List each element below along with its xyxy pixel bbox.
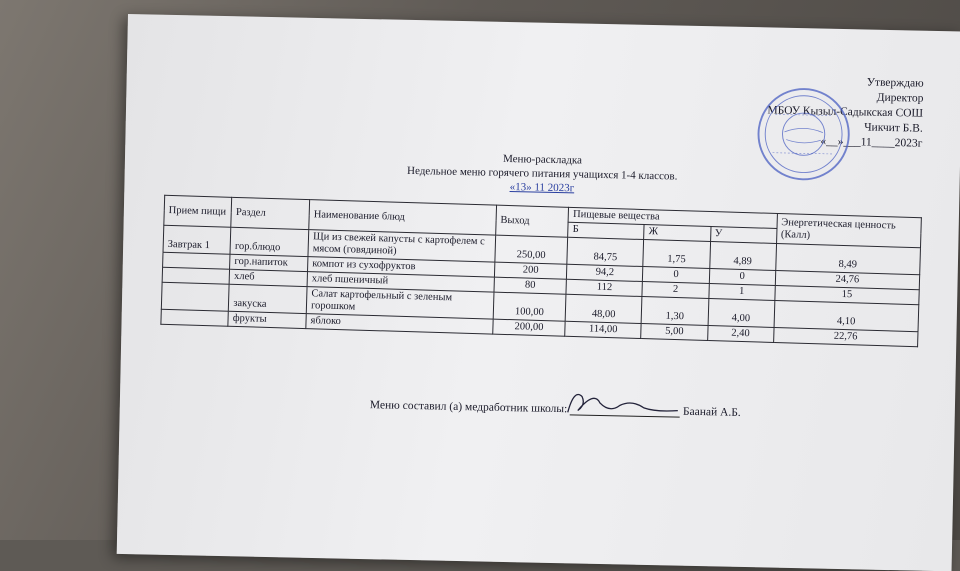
cell-yield: 200,00 bbox=[493, 319, 566, 336]
cell-section: хлеб bbox=[229, 269, 307, 286]
document-heading bbox=[124, 144, 960, 203]
cell-b: 114,00 bbox=[565, 321, 642, 338]
cell-b: 48,00 bbox=[565, 294, 642, 323]
document-subtitle: Недельное меню горячего питания учащихся 1-4 классов. bbox=[406, 164, 678, 183]
document-sheet bbox=[117, 14, 960, 571]
cell-u: 4,89 bbox=[709, 242, 776, 271]
cell-dish: компот из сухофруктов bbox=[308, 257, 495, 278]
cell-b: 84,75 bbox=[567, 237, 644, 266]
cell-dish: яблоко bbox=[306, 314, 493, 335]
approval-line-3: МБОУ Кызыл-Садыкская СОШ bbox=[767, 104, 924, 120]
header-energy: Энергетическая ценность (Калл) bbox=[776, 213, 921, 247]
approval-line-2: Директор bbox=[876, 91, 924, 105]
header-dish: Наименование блюд bbox=[309, 200, 497, 236]
cell-u: 2,40 bbox=[707, 325, 774, 342]
menu-table bbox=[160, 195, 922, 347]
cell-section: гор.напиток bbox=[230, 254, 308, 271]
header-u: У bbox=[710, 227, 777, 244]
cell-yield: 200 bbox=[494, 262, 567, 279]
cell-energy: 8,49 bbox=[775, 243, 920, 274]
cell-zh: 0 bbox=[643, 267, 710, 284]
cell-dish: Салат картофельный с зеленым горошком bbox=[306, 287, 493, 320]
header-yield: Выход bbox=[495, 205, 568, 237]
signature-blank bbox=[570, 404, 680, 417]
signature-name: Баанай А.Б. bbox=[682, 405, 741, 419]
cell-section: закуска bbox=[229, 284, 308, 313]
header-nutrients: Пищевые вещества bbox=[568, 207, 777, 228]
cell-energy: 15 bbox=[775, 285, 920, 304]
cell-energy: 22,76 bbox=[773, 327, 918, 346]
cell-section: гор.блюдо bbox=[230, 227, 309, 256]
cell-energy: 24,76 bbox=[775, 270, 920, 289]
cell-dish: хлеб пшеничный bbox=[307, 272, 494, 293]
cell-dish: Щи из свежей капусты с картофелем с мясом (говядиной) bbox=[308, 230, 495, 263]
signature-prefix: Меню составил (а) медработник школы: bbox=[369, 399, 568, 416]
cell-meal bbox=[161, 309, 229, 326]
cell-meal bbox=[161, 282, 229, 311]
cell-zh: 1,30 bbox=[642, 297, 709, 326]
approval-line-4: Чикчит Б.В. bbox=[864, 121, 923, 135]
document-date: «13» 11 2023г bbox=[509, 181, 575, 195]
approval-block bbox=[767, 73, 924, 151]
cell-yield: 250,00 bbox=[495, 235, 568, 264]
header-section: Раздел bbox=[231, 197, 310, 229]
cell-zh: 2 bbox=[642, 282, 709, 299]
approval-line-5: «__»___11____2023г bbox=[820, 135, 923, 150]
cell-meal: Завтрак 1 bbox=[163, 225, 231, 254]
header-zh: Ж bbox=[644, 225, 711, 242]
cell-b: 94,2 bbox=[567, 264, 644, 281]
approval-line-1: Утверждаю bbox=[866, 76, 924, 90]
header-meal: Прием пищи bbox=[164, 195, 232, 227]
handwritten-signature-icon bbox=[560, 382, 691, 421]
cell-zh: 5,00 bbox=[641, 324, 708, 341]
cell-b: 112 bbox=[566, 279, 643, 296]
header-b: Б bbox=[568, 222, 645, 239]
table-header-row bbox=[164, 195, 921, 232]
signature-line bbox=[370, 399, 741, 419]
document-title: Меню-раскладка bbox=[502, 152, 583, 167]
cell-yield: 100,00 bbox=[493, 292, 566, 321]
cell-yield: 80 bbox=[494, 277, 567, 294]
cell-u: 0 bbox=[709, 269, 776, 286]
cell-energy: 4,10 bbox=[774, 300, 919, 331]
cell-u: 1 bbox=[708, 283, 775, 300]
cell-section: фрукты bbox=[228, 311, 306, 328]
cell-u: 4,00 bbox=[708, 298, 775, 327]
cell-zh: 1,75 bbox=[643, 240, 710, 269]
